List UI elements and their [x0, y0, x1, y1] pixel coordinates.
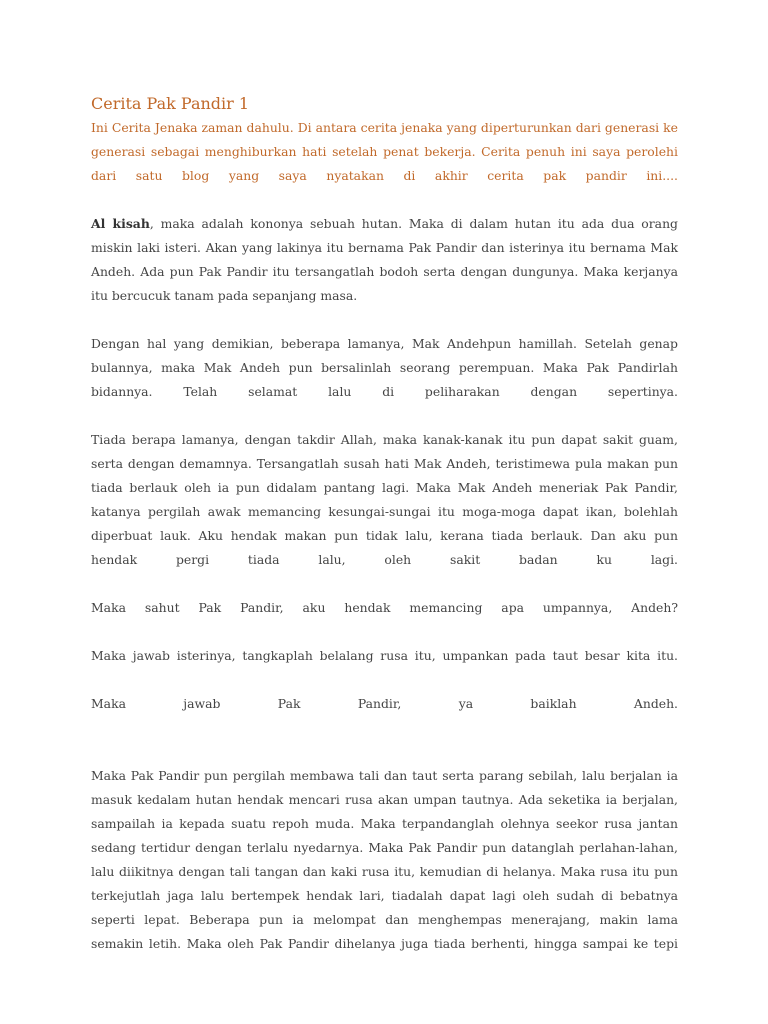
- lead-bold-text: Al kisah: [91, 216, 150, 231]
- dialog-line-3: Maka jawab Pak Pandir, ya baiklah Andeh.: [91, 696, 678, 711]
- story-title: Cerita Pak Pandir 1: [91, 94, 250, 113]
- paragraph-4: Maka Pak Pandir pun pergilah membawa tali dan taut serta parang sebilah, lalu berjalan ia masuk kedalam hutan hendak mencari rusa akan umpan tautnya. Ada seketika ia berjalan, sampailah ia kepada suatu repoh muda. Maka terpandanglah olehnya seekor rusa jantan sedang tertidur dengan terlalu nyedarnya. Maka Pak Pandir pun datanglah perlahan-lahan, lalu diikitnya dengan tali tangan dan kaki rusa itu, kemudian di helanya. Maka rusa itu pun terkejutlah jaga lalu bertempek hendak lari, tiadalah dapat lagi oleh sudah di bebatnya seperti lepat. Beberapa pun ia melompat dan menghempas menerajang, makin lama semakin letih. Maka oleh Pak Pandir dihelanya juga tiada berhenti, hingga sampai ke tepi: [91, 768, 678, 951]
- paragraph-2: Dengan hal yang demikian, beberapa lamanya, Mak Andehpun hamillah. Setelah genap bulannya, maka Mak Andeh pun bersalinlah seorang perempuan. Maka Pak Pandirlah bidannya. Telah selamat lalu di peliharakan dengan sepertinya.: [91, 336, 678, 399]
- intro-paragraph: Ini Cerita Jenaka zaman dahulu. Di antara cerita jenaka yang diperturunkan dari generasi ke generasi sebagai menghiburkan hati setelah penat bekerja. Cerita penuh ini saya perolehi dari satu blog yang saya nyatakan di akhir cerita pak pandir ini....: [91, 120, 678, 183]
- paragraph-3: Tiada berapa lamanya, dengan takdir Allah, maka kanak-kanak itu pun dapat sakit guam, serta dengan demamnya. Tersangatlah susah hati Mak Andeh, teristimewa pula makan pun tiada berlauk oleh ia pun didalam pantang lagi. Maka Mak Andeh meneriak Pak Pandir, katanya pergilah awak memancing kesungai-sungai itu moga-moga dapat ikan, bolehlah diperbuat lauk. Aku hendak makan pun tidak lalu, kerana tiada berlauk. Dan aku pun hendak pergi tiada lalu, oleh sakit badan ku lagi.: [91, 432, 678, 567]
- paragraph-1: [91, 212, 678, 308]
- dialog-line-1: Maka sahut Pak Pandir, aku hendak memancing apa umpannya, Andeh?: [91, 600, 678, 615]
- dialog-line-2: Maka jawab isterinya, tangkaplah belalang rusa itu, umpankan pada taut besar kita itu.: [91, 648, 678, 663]
- paragraph-1-text: , maka adalah kononya sebuah hutan. Maka di dalam hutan itu ada dua orang miskin laki isteri. Akan yang lakinya itu bernama Pak Pandir dan isterinya itu bernama Mak Andeh. Ada pun Pak Pandir itu tersangatlah bodoh serta dengan dungunya. Maka kerjanya itu bercucuk tanam pada sepanjang masa.: [91, 216, 678, 303]
- document-page: [91, 92, 678, 956]
